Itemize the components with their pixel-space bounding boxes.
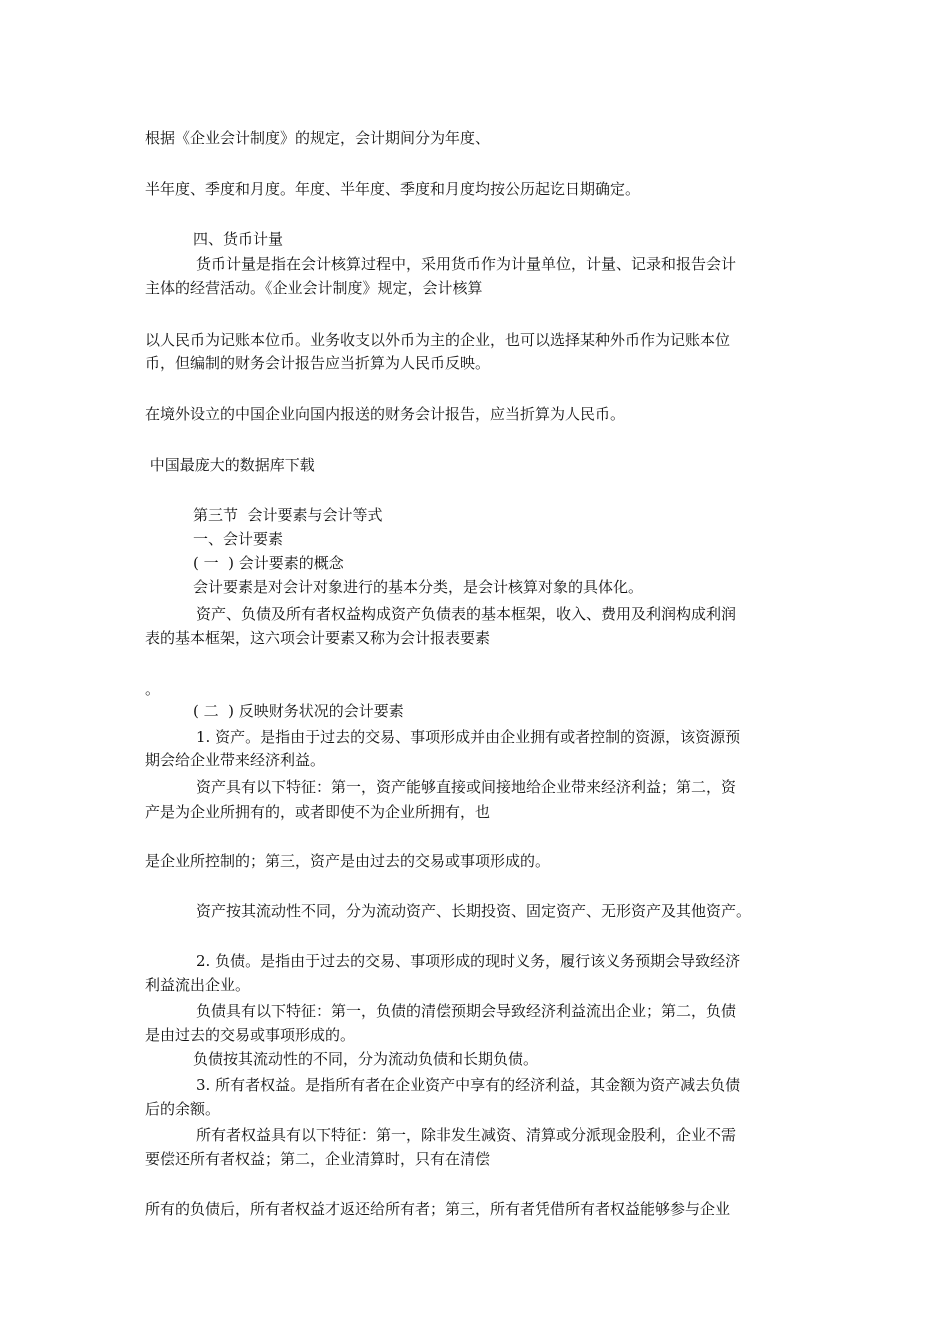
text-line: 主体的经营活动。《企业会计制度》规定，会计核算 <box>145 279 483 297</box>
text-line: 在境外设立的中国企业向国内报送的财务会计报告，应当折算为人民币。 <box>145 405 626 423</box>
text-line: 1. 资产。是指由于过去的交易、事项形成并由企业拥有或者控制的资源，该资源预 <box>196 728 741 746</box>
text-line: 货币计量是指在会计核算过程中，采用货币作为计量单位，计量、记录和报告会计 <box>196 255 737 273</box>
text-line: 后的余额。 <box>145 1100 221 1118</box>
text-line: 产是为企业所拥有的，或者即使不为企业所拥有，也 <box>145 803 491 821</box>
text-line: 币，但编制的财务会计报告应当折算为人民币反映。 <box>145 354 491 372</box>
text-line: 要偿还所有者权益；第二，企业清算时，只有在清偿 <box>145 1150 491 1168</box>
section-heading: 四、货币计量 <box>193 230 284 248</box>
text-line: 资产、负债及所有者权益构成资产负债表的基本框架，收入、费用及利润构成利润 <box>196 605 737 623</box>
text-line: 利益流出企业。 <box>145 976 251 994</box>
text-line: 所有者权益具有以下特征：第一，除非发生减资、清算或分派现金股利，企业不需 <box>196 1126 737 1144</box>
text-line: 3. 所有者权益。是指所有者在企业资产中享有的经济利益，其金额为资产减去负债 <box>196 1076 741 1094</box>
text-line: 所有的负债后，所有者权益才返还给所有者；第三，所有者凭借所有者权益能够参与企业 <box>145 1200 731 1218</box>
text-line: 。 <box>145 680 161 698</box>
text-line: 负债具有以下特征：第一，负债的清偿预期会导致经济利益流出企业；第二，负债 <box>196 1002 737 1020</box>
text-line: 2. 负债。是指由于过去的交易、事项形成的现时义务，履行该义务预期会导致经济 <box>196 952 741 970</box>
subsection-heading: ( 二 ) 反映财务状况的会计要素 <box>193 702 404 720</box>
text-line: 表的基本框架，这六项会计要素又称为会计报表要素 <box>145 629 491 647</box>
subsection-heading: ( 一 ) 会计要素的概念 <box>193 554 344 572</box>
text-line: 中国最庞大的数据库下载 <box>145 456 315 474</box>
section-heading: 一、会计要素 <box>193 530 284 548</box>
text-line: 根据《企业会计制度》的规定，会计期间分为年度、 <box>145 129 491 147</box>
text-line: 是企业所控制的；第三，资产是由过去的交易或事项形成的。 <box>145 852 551 870</box>
text-line: 是由过去的交易或事项形成的。 <box>145 1026 356 1044</box>
text-line: 会计要素是对会计对象进行的基本分类，是会计核算对象的具体化。 <box>193 578 644 596</box>
text-line: 期会给企业带来经济利益。 <box>145 751 326 769</box>
text-line: 半年度、季度和月度。年度、半年度、季度和月度均按公历起讫日期确定。 <box>145 180 641 198</box>
chapter-heading: 第三节 会计要素与会计等式 <box>193 506 383 524</box>
text-line: 以人民币为记账本位币。业务收支以外币为主的企业，也可以选择某种外币作为记账本位 <box>145 331 731 349</box>
text-line: 负债按其流动性的不同，分为流动负债和长期负债。 <box>193 1050 539 1068</box>
text-line: 资产具有以下特征：第一，资产能够直接或间接地给企业带来经济利益；第二，资 <box>196 778 737 796</box>
text-line: 资产按其流动性不同，分为流动资产、长期投资、固定资产、无形资产及其他资产。 <box>196 902 752 920</box>
